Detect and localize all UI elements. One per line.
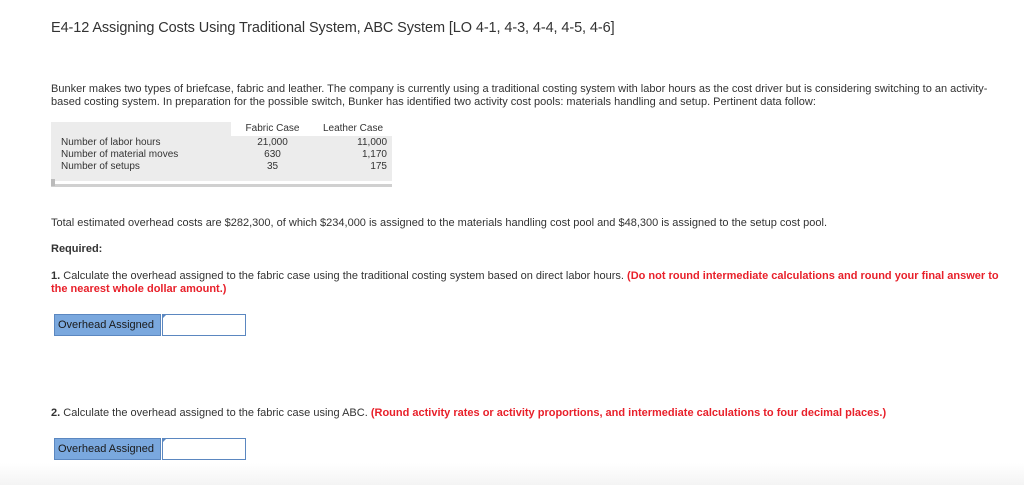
row-label: Number of labor hours [61,137,161,148]
answer-label: Overhead Assigned [54,314,161,336]
problem-intro: Bunker makes two types of briefcase, fabric and leather. The company is currently using a traditional costing system with labor hours as the cost driver but is considering switching to an activity-based costing system. In preparation for the possible switch, Bunker has identified two activity cost pools: materials handling and setup. Pertinent data follow: [51,83,988,108]
leather-value: 11,000 [357,137,387,148]
question-1 [51,270,1011,296]
leather-value: 1,170 [361,149,387,160]
data-table [51,122,392,187]
question-note: (Round activity rates or activity proportions, and intermediate calculations to four decimal places.) [370,407,887,419]
overhead-assigned-input-1[interactable] [162,314,246,336]
question-text: Calculate the overhead assigned to the fabric case using the traditional costing system based on direct labor hours. [63,270,624,282]
overhead-assigned-input-2[interactable] [162,438,246,460]
question-text: Calculate the overhead assigned to the fabric case using ABC. [63,407,368,419]
answer-label: Overhead Assigned [54,438,161,460]
answer-row-1 [54,314,246,336]
required-label: Required: [51,243,103,255]
row-label: Number of material moves [61,149,179,160]
bottom-fade [0,463,1024,485]
fabric-value: 21,000 [257,137,288,148]
question-note: (Do not round intermediate calculations and round your final answer to the nearest whole dollar amount.) [51,270,999,295]
row-label: Number of setups [61,161,140,172]
leather-value: 175 [370,161,387,172]
question-number: 2. [51,407,61,419]
input-flag-icon [162,438,167,443]
answer-row-2 [54,438,246,460]
fabric-value: 630 [264,149,281,160]
column-header-fabric: Fabric Case [231,122,314,136]
page-title: E4-12 Assigning Costs Using Traditional System, ABC System [LO 4-1, 4-3, 4-4, 4-5, 4-6] [51,20,615,36]
input-flag-icon [162,314,167,319]
question-number: 1. [51,270,61,282]
table-row [51,160,392,173]
table-divider [51,179,55,186]
overhead-text: Total estimated overhead costs are $282,300, of which $234,000 is assigned to the materials handling cost pool and $48,300 is assigned to the setup cost pool. [51,217,828,229]
question-2 [51,407,1011,420]
column-header-leather: Leather Case [314,122,392,136]
fabric-value: 35 [266,161,279,172]
